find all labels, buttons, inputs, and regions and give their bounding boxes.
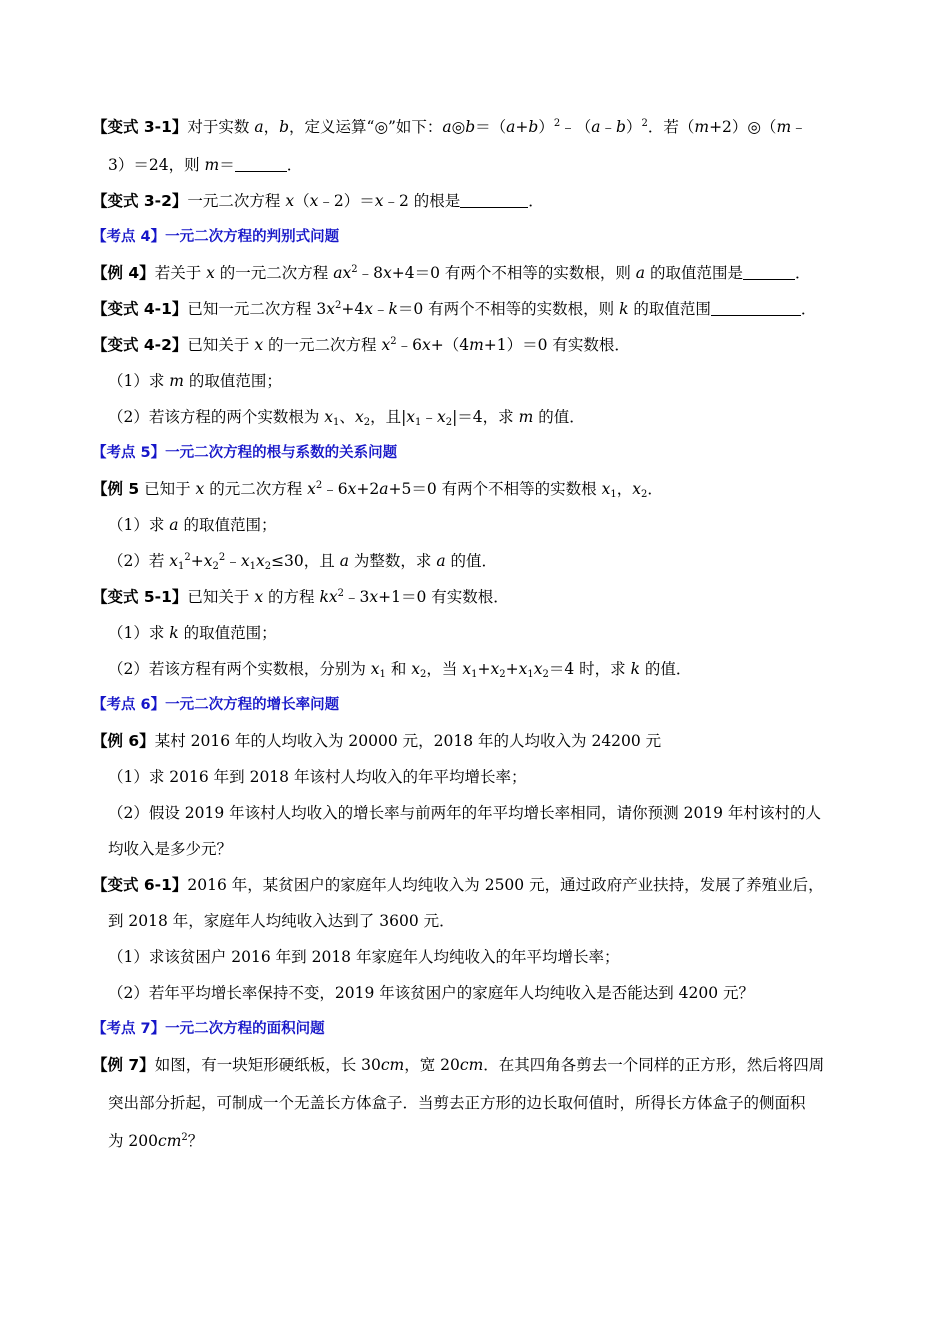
variant-6-1-question-2: （2）若年平均增长率保持不变，2019 年该贫困户的家庭年人均纯收入是否能达到 4200 元？ [108, 984, 755, 1002]
answer-blank[interactable] [711, 299, 801, 316]
variant-5-1-question-2: （2）若该方程有两个实数根，分别为 $x_1$ 和 $x_2$，当 $x_1+x_2+x_1x_2=4$ 时，求 k 的值． [108, 660, 692, 680]
example-6-question-2-line-1: （2）假设 2019 年该村人均收入的增长率与前两年的年平均增长率相同，请你预测 2019 年村该村的人 [108, 804, 821, 822]
section-heading-5: 【考点 5】一元二次方程的根与系数的关系问题 [92, 445, 398, 461]
variant-5-1-question-1: （1）求 k 的取值范围； [108, 624, 277, 642]
answer-blank[interactable] [743, 263, 795, 280]
variant-4-2: 【变式 4-2】已知关于 x 的一元二次方程 $x^2﹣6x+(4m+1)=0$ 有实数根． [92, 336, 630, 354]
example-6: 【例 6】某村 2016 年的人均收入为 20000 元，2018 年的人均收入为 24200 元 [92, 732, 662, 750]
variant-4-1: 【变式 4-1】已知一元二次方程 $3x^2+4x﹣k=0$ 有两个不相等的实数根，则 k 的取值范围 ． [92, 300, 817, 318]
section-heading-6: 【考点 6】一元二次方程的增长率问题 [92, 697, 340, 713]
variant-6-1-question-1: （1）求该贫困户 2016 年到 2018 年家庭年人均纯收入的年平均增长率； [108, 948, 620, 966]
variant-3-2: 【变式 3-2】一元二次方程 x（x﹣2）＝x﹣2 的根是 ． [92, 192, 544, 210]
variant-3-1-line-2: 3）＝24，则 m＝ ． [108, 156, 303, 174]
example-7-line-3: 为 $200cm^2$？ [108, 1132, 204, 1150]
variant-4-2-label: 【变式 4-2】 [92, 336, 188, 354]
variant-6-1-line-1: 【变式 6-1】2016 年，某贫困户的家庭年人均纯收入为 2500 元，通过政府产业扶持，发展了养殖业后， [92, 876, 824, 894]
variant-4-2-question-1: （1）求 m 的取值范围； [108, 372, 282, 390]
example-6-question-2-line-2: 均收入是多少元？ [108, 840, 233, 858]
variant-5-1: 【变式 5-1】已知关于 x 的方程 $kx^2﹣3x+1=0$ 有实数根． [92, 588, 509, 606]
variant-4-1-label: 【变式 4-1】 [92, 300, 188, 318]
example-5: 【例 5 已知于 x 的元二次方程 $x^2﹣6x+2a+5=0$ 有两个不相等的实数根 $x_1$，$x_2$． [92, 480, 663, 500]
example-7-line-2: 突出部分折起，可制成一个无盖长方体盒子．当剪去正方形的边长取何值时，所得长方体盒子的侧面积 [108, 1094, 806, 1112]
variant-5-1-label: 【变式 5-1】 [92, 588, 188, 606]
example-6-label: 【例 6】 [92, 732, 155, 750]
answer-blank[interactable] [235, 155, 287, 172]
example-6-question-1: （1）求 2016 年到 2018 年该村人均收入的年平均增长率； [108, 768, 527, 786]
variant-3-2-label: 【变式 3-2】 [92, 192, 188, 210]
section-heading-4: 【考点 4】一元二次方程的判别式问题 [92, 229, 340, 245]
example-4-label: 【例 4】 [92, 264, 155, 282]
example-5-question-2: （2）若 $x_1^2+x_2^2﹣x_1x_2\le 30$，且 a 为整数，求 a 的值． [108, 552, 497, 572]
section-heading-7: 【考点 7】一元二次方程的面积问题 [92, 1021, 325, 1037]
variant-3-1-label: 【变式 3-1】 [92, 118, 188, 136]
variant-6-1-label: 【变式 6-1】 [92, 876, 188, 894]
variant-4-2-question-2: （2）若该方程的两个实数根为 $x_1$、$x_2$，且$|x_1﹣x_2|=4$，求 m 的值． [108, 408, 585, 428]
example-7-line-1: 【例 7】如图，有一块矩形硬纸板，长 30cm，宽 20cm．在其四角各剪去一个同样的正方形，然后将四周 [92, 1056, 825, 1074]
example-5-label: 【例 5 [92, 480, 140, 498]
example-5-question-1: （1）求 a 的取值范围； [108, 516, 277, 534]
example-7-label: 【例 7】 [92, 1056, 155, 1074]
answer-blank[interactable] [460, 191, 528, 208]
example-4: 【例 4】若关于 x 的一元二次方程 $ax^2﹣8x+4=0$ 有两个不相等的实数根，则 a 的取值范围是 ． [92, 264, 811, 282]
variant-6-1-line-2: 到 2018 年，家庭年人均纯收入达到了 3600 元． [108, 912, 455, 930]
variant-3-1-line-1: 【变式 3-1】对于实数 a，b，定义运算“◎”如下：$a◎b=(a+b)^2﹣(a﹣b)^2$．若（m+2）◎（m﹣ [92, 118, 807, 136]
